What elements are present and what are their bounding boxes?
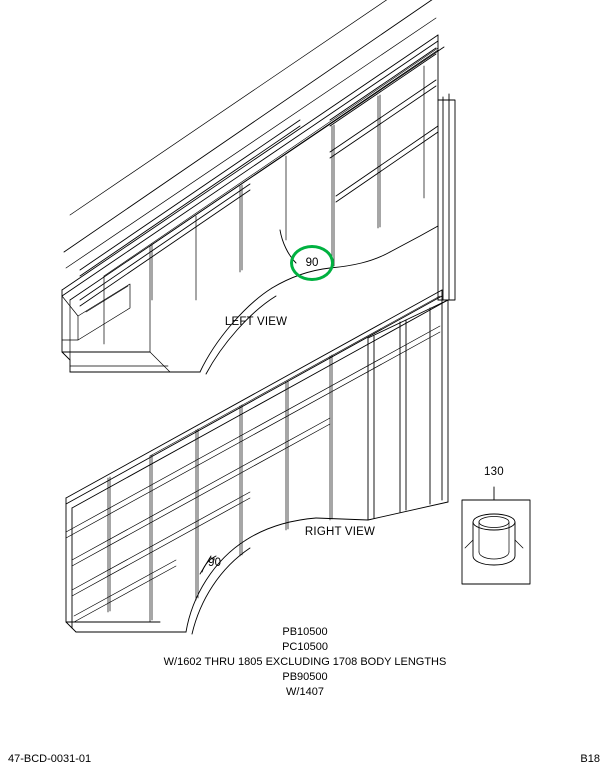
note-line-5: W/1407 [286, 686, 324, 698]
detail-box-130 [462, 500, 530, 584]
drawing-number: 47-BCD-0031-01 [8, 753, 92, 765]
left-view-label: LEFT VIEW [224, 316, 288, 328]
notes-block [35, 625, 575, 700]
note-line-2: PC10500 [282, 641, 328, 653]
callout-90-lower: 90 [208, 557, 222, 569]
right-view-label: RIGHT VIEW [304, 526, 376, 538]
sheet-code: B18 [580, 753, 600, 765]
callout-130: 130 [484, 466, 504, 478]
note-line-4: PB90500 [282, 671, 328, 683]
callout-90-upper: 90 [305, 257, 319, 269]
note-line-3: W/1602 THRU 1805 EXCLUDING 1708 BODY LENGTHS [163, 656, 447, 668]
right-view-panel [66, 290, 448, 634]
note-line-1: PB10500 [282, 626, 328, 638]
